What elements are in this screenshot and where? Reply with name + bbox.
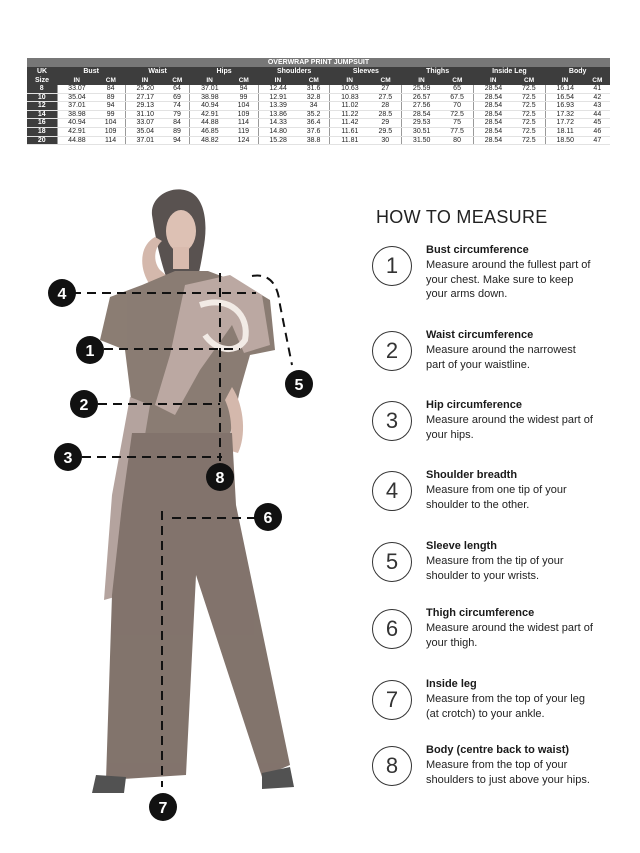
measurement-cell: 72.5	[513, 119, 545, 128]
measurement-cell: 72.5	[513, 85, 545, 93]
measurement-cell: 35.04	[57, 93, 96, 102]
measurement-cell: 37.6	[298, 127, 330, 136]
measurement-cell: 75	[441, 119, 473, 128]
measurement-cell: 12.91	[258, 93, 297, 102]
measurement-cell: 67.5	[441, 93, 473, 102]
measurement-cell: 27.17	[125, 93, 164, 102]
step-description: Measure around the widest part of your hips.	[426, 414, 593, 441]
measurement-cell: 80	[441, 136, 473, 145]
measurement-cell: 37.01	[57, 102, 96, 111]
measurement-cell: 17.72	[545, 119, 584, 128]
measurement-cell: 38.98	[190, 93, 229, 102]
measure-step-7	[372, 678, 634, 738]
marker-number: 4	[57, 286, 67, 303]
unit-header-cm: CM	[585, 77, 610, 85]
measurement-cell: 28	[369, 102, 401, 111]
measure-step-3	[372, 399, 634, 459]
unit-header-in: IN	[545, 77, 584, 85]
measurement-cell: 31.6	[298, 85, 330, 93]
unit-header-cm: CM	[513, 77, 545, 85]
measurement-cell: 70	[441, 102, 473, 111]
measurement-cell: 42.91	[57, 127, 96, 136]
measurement-cell: 38.98	[57, 110, 96, 119]
measurement-cell: 27	[369, 85, 401, 93]
step-number-icon: 2	[372, 331, 412, 371]
model-figure	[0, 175, 360, 853]
measurement-cell: 10.63	[330, 85, 369, 93]
unit-header-cm: CM	[369, 77, 401, 85]
measurement-cell: 89	[96, 93, 125, 102]
measurement-cell: 79	[165, 110, 190, 119]
size-cell: 8	[27, 85, 57, 93]
marker-number: 6	[263, 510, 273, 527]
marker-number: 2	[79, 397, 89, 414]
measurement-cell: 72.5	[513, 93, 545, 102]
step-title: Sleeve length	[426, 540, 497, 552]
group-header-inside-leg: Inside Leg	[474, 67, 546, 77]
measurement-cell: 89	[165, 127, 190, 136]
group-header-waist: Waist	[125, 67, 190, 77]
measurement-cell: 35.2	[298, 110, 330, 119]
marker-4	[48, 279, 76, 307]
measurement-cell: 25.20	[125, 85, 164, 93]
measurement-cell: 15.28	[258, 136, 297, 145]
group-header-shoulders: Shoulders	[258, 67, 330, 77]
size-cell: 10	[27, 93, 57, 102]
step-title: Body (centre back to waist)	[426, 744, 570, 756]
marker-number: 1	[85, 343, 95, 360]
size-cell: 18	[27, 127, 57, 136]
step-number-icon: 7	[372, 680, 412, 720]
neck-shape	[173, 247, 189, 269]
measurement-cell: 29.5	[369, 127, 401, 136]
measurement-cell: 46	[585, 127, 610, 136]
measurement-cell: 18.11	[545, 127, 584, 136]
measurement-cell: 94	[165, 136, 190, 145]
measurement-cell: 28.54	[474, 136, 513, 145]
measurement-cell: 11.81	[330, 136, 369, 145]
step-description: Measure from one tip of your shoulder to the other.	[426, 484, 567, 511]
step-description: Measure around the narrowest part of your waistline.	[426, 344, 576, 371]
measurement-cell: 44.88	[190, 119, 229, 128]
measurement-cell: 46.85	[190, 127, 229, 136]
step-number-icon: 6	[372, 609, 412, 649]
marker-number: 8	[215, 470, 225, 487]
unit-header-in: IN	[330, 77, 369, 85]
group-header-sleeves: Sleeves	[330, 67, 402, 77]
measure-step-1	[372, 244, 634, 304]
measurement-cell: 37.01	[125, 136, 164, 145]
marker-2	[70, 390, 98, 418]
measurement-cell: 14.33	[258, 119, 297, 128]
unit-header-cm: CM	[441, 77, 473, 85]
measurement-cell: 40.94	[190, 102, 229, 111]
group-header-body: Body	[545, 67, 610, 77]
measurement-cell: 45	[585, 119, 610, 128]
measurement-cell: 28.54	[474, 110, 513, 119]
step-title: Hip circumference	[426, 399, 522, 411]
measurement-cell: 28.54	[474, 127, 513, 136]
measure-step-8	[372, 744, 634, 804]
measurement-cell: 47	[585, 136, 610, 145]
marker-number: 7	[158, 800, 168, 817]
step-description: Measure from the tip of your shoulder to your wrists.	[426, 555, 564, 582]
measurement-cell: 72.5	[513, 110, 545, 119]
unit-header-cm: CM	[165, 77, 190, 85]
unit-header-in: IN	[57, 77, 96, 85]
measurement-cell: 32.8	[298, 93, 330, 102]
measurement-cell: 11.22	[330, 110, 369, 119]
measurement-cell: 94	[229, 85, 258, 93]
marker-6	[254, 503, 282, 531]
step-number-icon: 8	[372, 746, 412, 786]
measurement-cell: 114	[229, 119, 258, 128]
step-number-icon: 5	[372, 542, 412, 582]
measurement-cell: 11.02	[330, 102, 369, 111]
marker-3	[54, 443, 82, 471]
measurement-cell: 48.82	[190, 136, 229, 145]
measure-step-6	[372, 607, 634, 667]
table-title: OVERWRAP PRINT JUMPSUIT	[27, 58, 610, 67]
measurement-cell: 84	[96, 85, 125, 93]
table-row	[27, 85, 610, 93]
trousers-shape	[106, 433, 290, 780]
marker-number: 5	[294, 377, 304, 394]
measurement-cell: 16.54	[545, 93, 584, 102]
step-title: Waist circumference	[426, 329, 534, 341]
size-cell: 20	[27, 136, 57, 145]
size-cell: 16	[27, 119, 57, 128]
measurement-cell: 30.51	[402, 127, 441, 136]
measurement-cell: 29.53	[402, 119, 441, 128]
group-header-bust: Bust	[57, 67, 125, 77]
measurement-cell: 12.44	[258, 85, 297, 93]
measurement-cell: 38.8	[298, 136, 330, 145]
measurement-cell: 17.32	[545, 110, 584, 119]
marker-5	[285, 370, 313, 398]
measurement-cell: 109	[96, 127, 125, 136]
measurement-cell: 109	[229, 110, 258, 119]
step-title: Bust circumference	[426, 244, 529, 256]
step-number-icon: 3	[372, 401, 412, 441]
measurement-cell: 74	[165, 102, 190, 111]
measurement-cell: 40.94	[57, 119, 96, 128]
measurement-cell: 28.54	[474, 119, 513, 128]
marker-number: 3	[63, 450, 73, 467]
measurement-cell: 25.59	[402, 85, 441, 93]
table-row	[27, 119, 610, 128]
unit-header-cm: CM	[229, 77, 258, 85]
measurement-cell: 30	[369, 136, 401, 145]
measurement-cell: 104	[96, 119, 125, 128]
table-row	[27, 93, 610, 102]
measurement-cell: 27.56	[402, 102, 441, 111]
measurement-cell: 28.54	[402, 110, 441, 119]
measurement-cell: 31.10	[125, 110, 164, 119]
unit-header-in: IN	[190, 77, 229, 85]
measurement-cell: 72.5	[513, 102, 545, 111]
how-to-measure-title: HOW TO MEASURE	[376, 207, 548, 227]
step-title: Thigh circumference	[426, 607, 535, 619]
measurement-cell: 72.5	[513, 127, 545, 136]
measurement-cell: 72.5	[441, 110, 473, 119]
face-shape	[166, 210, 196, 252]
measurement-cell: 104	[229, 102, 258, 111]
left-shoe-shape	[92, 775, 126, 793]
unit-header-in: IN	[125, 77, 164, 85]
unit-header-cm: CM	[96, 77, 125, 85]
measurement-cell: 114	[96, 136, 125, 145]
measurement-cell: 65	[441, 85, 473, 93]
measure-step-5	[372, 540, 634, 600]
measurement-cell: 42	[585, 93, 610, 102]
measurement-cell: 43	[585, 102, 610, 111]
table-row	[27, 136, 610, 145]
measurement-cell: 16.93	[545, 102, 584, 111]
table-row	[27, 102, 610, 111]
measurement-cell: 124	[229, 136, 258, 145]
step-title: Shoulder breadth	[426, 469, 518, 481]
measurement-cell: 36.4	[298, 119, 330, 128]
size-cell: 14	[27, 110, 57, 119]
group-header-thighs: Thighs	[402, 67, 474, 77]
unit-header-in: IN	[474, 77, 513, 85]
measurement-cell: 44	[585, 110, 610, 119]
measurement-cell: 28.54	[474, 102, 513, 111]
measurement-cell: 84	[165, 119, 190, 128]
unit-header-cm: CM	[298, 77, 330, 85]
step-number-icon: 1	[372, 246, 412, 286]
measurement-cell: 119	[229, 127, 258, 136]
measurement-cell: 27.5	[369, 93, 401, 102]
measurement-cell: 28.54	[474, 85, 513, 93]
size-chart-table	[27, 58, 610, 145]
measurement-cell: 42.91	[190, 110, 229, 119]
measurement-cell: 10.83	[330, 93, 369, 102]
unit-header-in: IN	[402, 77, 441, 85]
measurement-cell: 28.54	[474, 93, 513, 102]
measurement-cell: 33.07	[57, 85, 96, 93]
measurement-cell: 14.80	[258, 127, 297, 136]
size-column-header: UK Size	[27, 67, 57, 85]
measurement-cell: 35.04	[125, 127, 164, 136]
measurement-cell: 29.13	[125, 102, 164, 111]
measurement-cell: 31.50	[402, 136, 441, 145]
measurement-cell: 13.86	[258, 110, 297, 119]
table-row	[27, 110, 610, 119]
measurement-cell: 44.88	[57, 136, 96, 145]
measurement-cell: 18.50	[545, 136, 584, 145]
measurement-cell: 72.5	[513, 136, 545, 145]
measurement-cell: 28.5	[369, 110, 401, 119]
step-description: Measure around the fullest part of your chest. Make sure to keep your arms down.	[426, 259, 591, 301]
marker-1	[76, 336, 104, 364]
measurement-cell: 34	[298, 102, 330, 111]
step-description: Measure from the top of your leg (at crotch) to your ankle.	[426, 693, 585, 720]
step-number-icon: 4	[372, 471, 412, 511]
measurement-cell: 11.61	[330, 127, 369, 136]
measurement-cell: 13.39	[258, 102, 297, 111]
measurement-cell: 94	[96, 102, 125, 111]
measurement-cell: 37.01	[190, 85, 229, 93]
measurement-cell: 64	[165, 85, 190, 93]
unit-header-in: IN	[258, 77, 297, 85]
measurement-cell: 29	[369, 119, 401, 128]
measurement-cell: 26.57	[402, 93, 441, 102]
measurement-cell: 99	[229, 93, 258, 102]
measure-step-4	[372, 469, 634, 529]
measurement-cell: 69	[165, 93, 190, 102]
group-header-hips: Hips	[190, 67, 258, 77]
measurement-cell: 41	[585, 85, 610, 93]
measurement-cell: 77.5	[441, 127, 473, 136]
marker-7	[149, 793, 177, 821]
step-description: Measure from the top of your shoulders to just above your hips.	[426, 759, 590, 786]
size-cell: 12	[27, 102, 57, 111]
step-description: Measure around the widest part of your thigh.	[426, 622, 593, 649]
measurement-cell: 11.42	[330, 119, 369, 128]
measurement-cell: 33.07	[125, 119, 164, 128]
table-row	[27, 127, 610, 136]
measurement-cell: 16.14	[545, 85, 584, 93]
measure-step-2	[372, 329, 634, 389]
step-title: Inside leg	[426, 678, 477, 690]
measurement-cell: 99	[96, 110, 125, 119]
marker-8	[206, 463, 234, 491]
